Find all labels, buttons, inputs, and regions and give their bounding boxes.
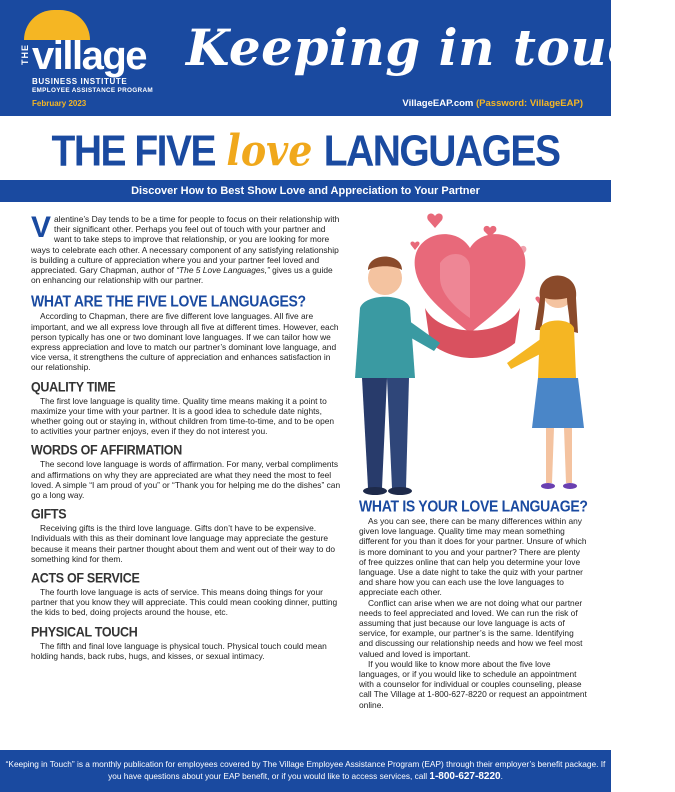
logo-business-institute: BUSINESS INSTITUTE [32,77,128,86]
section-heading: WORDS OF AFFIRMATION [31,442,182,459]
section-body: Receiving gifts is the third love language. Gifts don’t have to be expensive. Individuals with this as their dominant love language may appreciate the gesture because it means their partner thought about them and went out of their way to do something kind for them. [31,523,336,564]
section-body: The first love language is quality time. Quality time means making it a point to maximize your time with your partner. It is a good idea to schedule date nights, whether going out or staying in, without children from time-to-time, and to be open to activities your partner enjoys, even if they do not interest you. [31,395,335,437]
section-heading: WHAT IS YOUR LOVE LANGUAGE? [359,497,588,515]
section-body: As you can see, there can be many differences within any given love language. Quality time may mean something different for you than it does for your partner. Unsure of which is more dominant to you and your partner? There are plenty of free quizzes online that can help you determine your love language. Use a date night to take the quiz with your partner and share how you can each use the love languages to appreciate each other. [359,516,587,598]
section-body: According to Chapman, there are five different love languages. All five are important, and we all express love through all five at different times. However, each person typically has one or two dominant love languages. If we can tailor how we express appreciation and love to match our partner’s dominant love language, and vice versa, it strengthens the culture of appreciation and enhances satisfaction in our relationship. [31,311,339,373]
section-body: The second love language is words of affirmation. For many, verbal compliments and affirmations on why they are appreciated are what they need the most to feel loved. A simple “I am proud of you” or “Thank you for helping me do the dishes” can go a long way. [31,459,341,501]
section-heading: PHYSICAL TOUCH [31,623,138,640]
footer-phone[interactable]: 1-800-627-8220 [429,771,501,782]
section-heading: ACTS OF SERVICE [31,570,140,586]
title-after: LANGUAGES [323,127,560,176]
book-title: “The 5 Love Languages,” [176,265,270,276]
title-before: THE FIVE [51,127,216,176]
section-heading: GIFTS [31,506,67,522]
logo-eap: EMPLOYEE ASSISTANCE PROGRAM [32,87,154,94]
logo-the: THE [20,44,30,65]
section-body: The fourth love language is acts of service. This means doing things for your partner that you know they will appreciate. This could mean cooking dinner, putting the kids to bed, doing projects around the house, etc. [31,587,338,618]
footer-band: “Keeping in Touch” is a monthly publication for employees covered by The Village Employee Assistance Program (EAP) through their employer’s benefit package. If you have questions about your EAP benefit, or if you would like to access services, call 1-800-627-8220. [0,750,611,792]
site-link[interactable]: VillageEAP.com [402,98,474,109]
left-column [31,211,341,661]
masthead-title: Keeping in touch [186,18,675,77]
site-password: (Password: VillageEAP) [476,98,583,109]
couple-heart-illustration [340,208,602,498]
header-band [0,0,675,116]
section-body: If you would like to know more about the five love languages, or if you would like to schedule an appointment with a counselor for individual or couples counseling, please call The Village at 1-800-627-8220 or request an appointment online. [359,658,587,710]
site-line [402,98,583,109]
right-column [359,498,587,710]
issue-date: February 2023 [32,99,87,108]
section-heading: WHAT ARE THE FIVE LOVE LANGUAGES? [31,292,306,311]
section-body: The fifth and final love language is physical touch. Physical touch could mean holding hands, back rubs, hugs, and kisses, or sexual intimacy. [31,640,327,661]
logo-village: village [32,34,147,78]
title-love: love [226,125,313,176]
intro-paragraph: Valentine’s Day tends to be a time for people to focus on their relationship with their significant other. Perhaps you feel out of touch with your partner and want to take steps to improve that relationship, or you are looking for more ways to celebrate each other. A necessary component of any satisfying relationship is building a culture of appreciation where you and your partner feel loved and appreciated. Gary Chapman, author of “The 5 Love Languages,” gives us a guide on enhancing our relationship with our partner. [31,211,340,286]
subtitle-bar: Discover How to Best Show Love and Appreciation to Your Partner [0,180,611,202]
article-title [0,125,611,177]
drop-cap: V [31,211,52,244]
woman-figure [507,276,584,490]
footer-text: “Keeping in Touch” is a monthly publication for employees covered by The Village Employee Assistance Program (EAP) through their employer’s benefit package. If you have questions about your EAP benefit, or if you would like to access services, call [5,759,606,781]
section-heading: QUALITY TIME [31,378,116,395]
section-body: Conflict can arise when we are not doing what our partner needs to feel appreciated and loved. We can run the risk of assuming that just because our love language is acts of service, for example, our partner’s is the same. Identifying and discussing our relationship needs and how we feel most valued and loved is important. [359,597,583,659]
